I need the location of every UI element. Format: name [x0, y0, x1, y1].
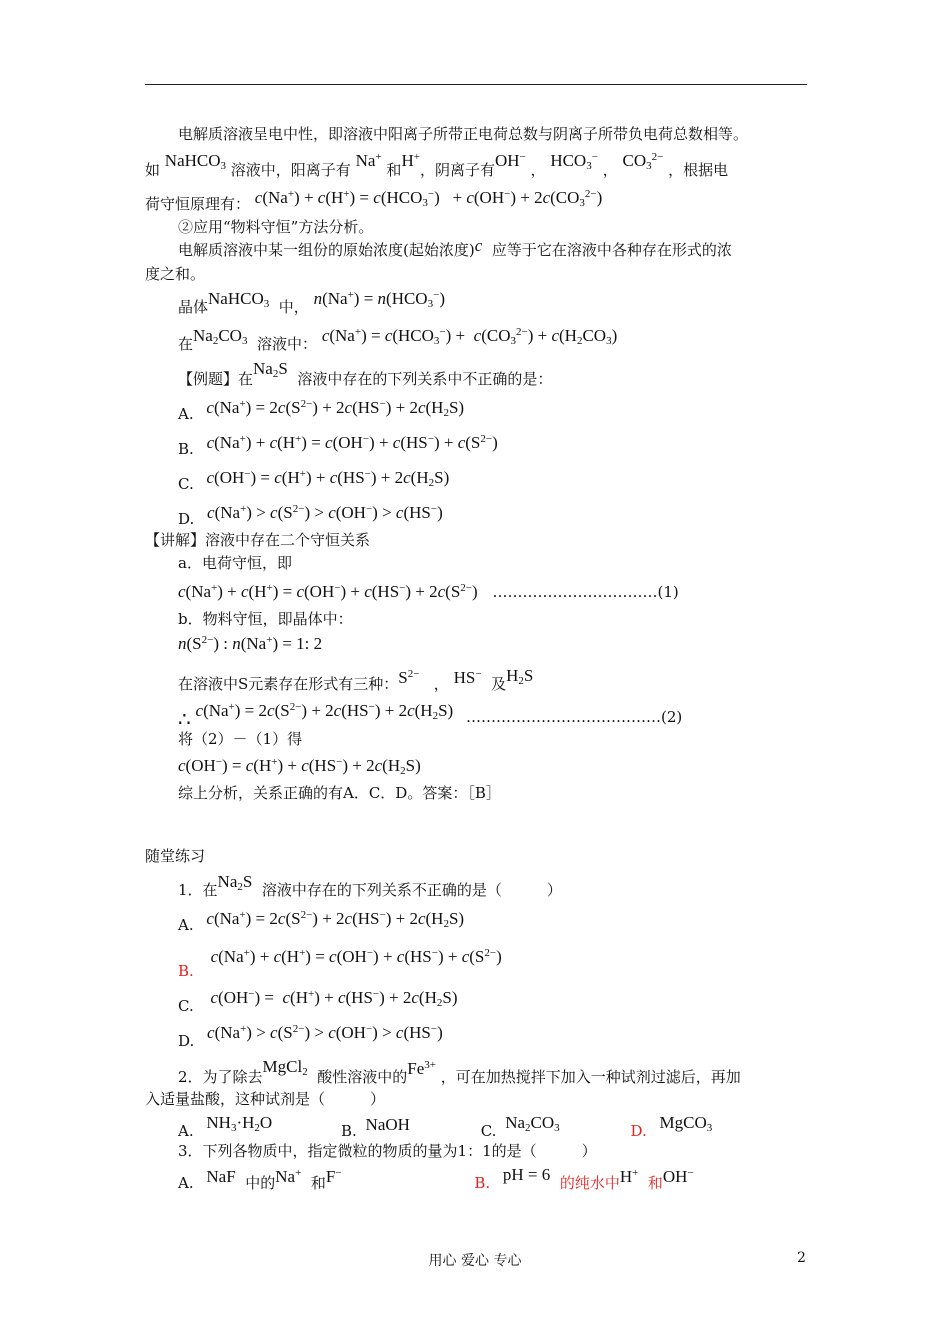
text-line: 电解质溶液中某一组份的原始浓度(起始浓度)c 应等于它在溶液中各种存在形式的浓 [178, 236, 732, 259]
summary-line: 综上分析，关系正确的有A．C．D。答案：［B］ [178, 784, 501, 802]
explanation-heading: 【讲解】溶液中存在二个守恒关系 [145, 531, 371, 549]
q1-option-d: D. $c(Na^+) > c(S^{2-}) > c(OH^-) > c(HS^-)$ [178, 1023, 443, 1050]
equation-2: ∴ $c(Na^+) = 2c(S^{2-}) + 2c(HS^-) + 2c(H_2S)$ …………………………………(2) [178, 701, 683, 731]
text-line: b．物料守恒，即晶体中： [178, 610, 353, 628]
question-1: 1．在$Na_2S$ 溶液中存在的下列关系不正确的是（ ） [178, 872, 562, 899]
equation-1: $c(Na^+) + c(H^+) = c(OH^-) + c(HS^-) + 2c(S^{2-})$ ……………………………(1) [178, 582, 679, 601]
practice-title: 随堂练习 [145, 847, 206, 865]
q1-option-b: B. $c(Na^+) + c(H^+) = c(OH^-) + c(HS^-) + c(S^{2-})$ [178, 947, 502, 980]
option-a: A. $c(Na^+) = 2c(S^{2-}) + 2c(HS^-) + 2c(H_2S)$ [178, 398, 465, 423]
page-footer: 用心 爱心 专心 [428, 1253, 522, 1269]
result-equation: $c(OH^-) = c(H^+) + c(HS^-) + 2c(H_2S)$ [178, 756, 421, 777]
text-line: a．电荷守恒，即 [178, 554, 292, 572]
q3-options: A. NaF 中的Na+ 和F− B. pH = 6 的纯水中H+ 和OH− [178, 1165, 694, 1192]
question-3: 3．下列各物质中，指定微粒的物质的量为1：1的是（ ） [178, 1142, 597, 1160]
option-c: C. $c(OH^-) = c(H^+) + c(HS^-) + 2c(H_2S)$ [178, 468, 450, 493]
text-line: 在溶液中S元素存在形式有三种：$S^{2-}$ ， HS− 及$H_2S$ [178, 666, 534, 693]
text-line: 荷守恒原理有： $c(Na^+) + c(H^+) = c(HCO_3^-) + c(OH^-) + 2c(CO_3^{2-})$ [145, 188, 603, 213]
example-question: 【例题】在$Na_2S$ 溶液中存在的下列关系中不正确的是： [178, 359, 553, 388]
option-d: D. $c(Na^+) > c(S^{2-}) > c(OH^-) > c(HS^-)$ [178, 503, 443, 528]
text-line: 在$Na_2CO_3$ 溶液中： $c(Na^+) = c(HCO_3^-) + c(CO_3^{2-}) + c(H_2CO_3)$ [178, 326, 618, 353]
text-line: 如 NaHCO$_3$ 溶液中，阳离子有 Na+ 和H+，阴离子有OH− ， $HCO_3^-$ ， $CO_3^{2-}$ ，根据电 [145, 151, 729, 179]
text-line: 晶体NaHCO$_3$ 中， $n(Na^+) = n(HCO_3^-)$ [178, 289, 445, 316]
text-line: 电解质溶液呈电中性，即溶液中阳离子所带正电荷总数与阴离子所带负电荷总数相等。 [178, 125, 749, 143]
question-2: 2．为了除去MgCl$_2$ 酸性溶液中的$Fe^{3+}$ ，可在加热搅拌下加入一种试剂过滤后，再加 [178, 1057, 741, 1086]
option-b: B. $c(Na^+) + c(H^+) = c(OH^-) + c(HS^-) + c(S^{2-})$ [178, 433, 498, 458]
text-line: 入适量盐酸，这种试剂是（ ） [145, 1090, 386, 1108]
ratio-line: $n(S^{2-})$ : n(Na+) = 1: 2 [178, 634, 323, 653]
header-rule [145, 84, 807, 85]
q1-option-a: A. $c(Na^+) = 2c(S^{2-}) + 2c(HS^-) + 2c(H_2S)$ [178, 909, 465, 934]
text-line: 将（2）－（1）得 [178, 730, 303, 748]
text-line: ②应用“物料守恒”方法分析。 [178, 218, 374, 236]
text-line: 度之和。 [145, 265, 206, 283]
q2-options: A. $NH_3\cdot H_2O$ B. NaOH C. $Na_2CO_3$ D. MgCO$_3$ [178, 1113, 713, 1140]
q1-option-c: C. $c(OH^-) = c(H^+) + c(HS^-) + 2c(H_2S)$ [178, 988, 458, 1015]
page-number: 2 [797, 1250, 806, 1266]
